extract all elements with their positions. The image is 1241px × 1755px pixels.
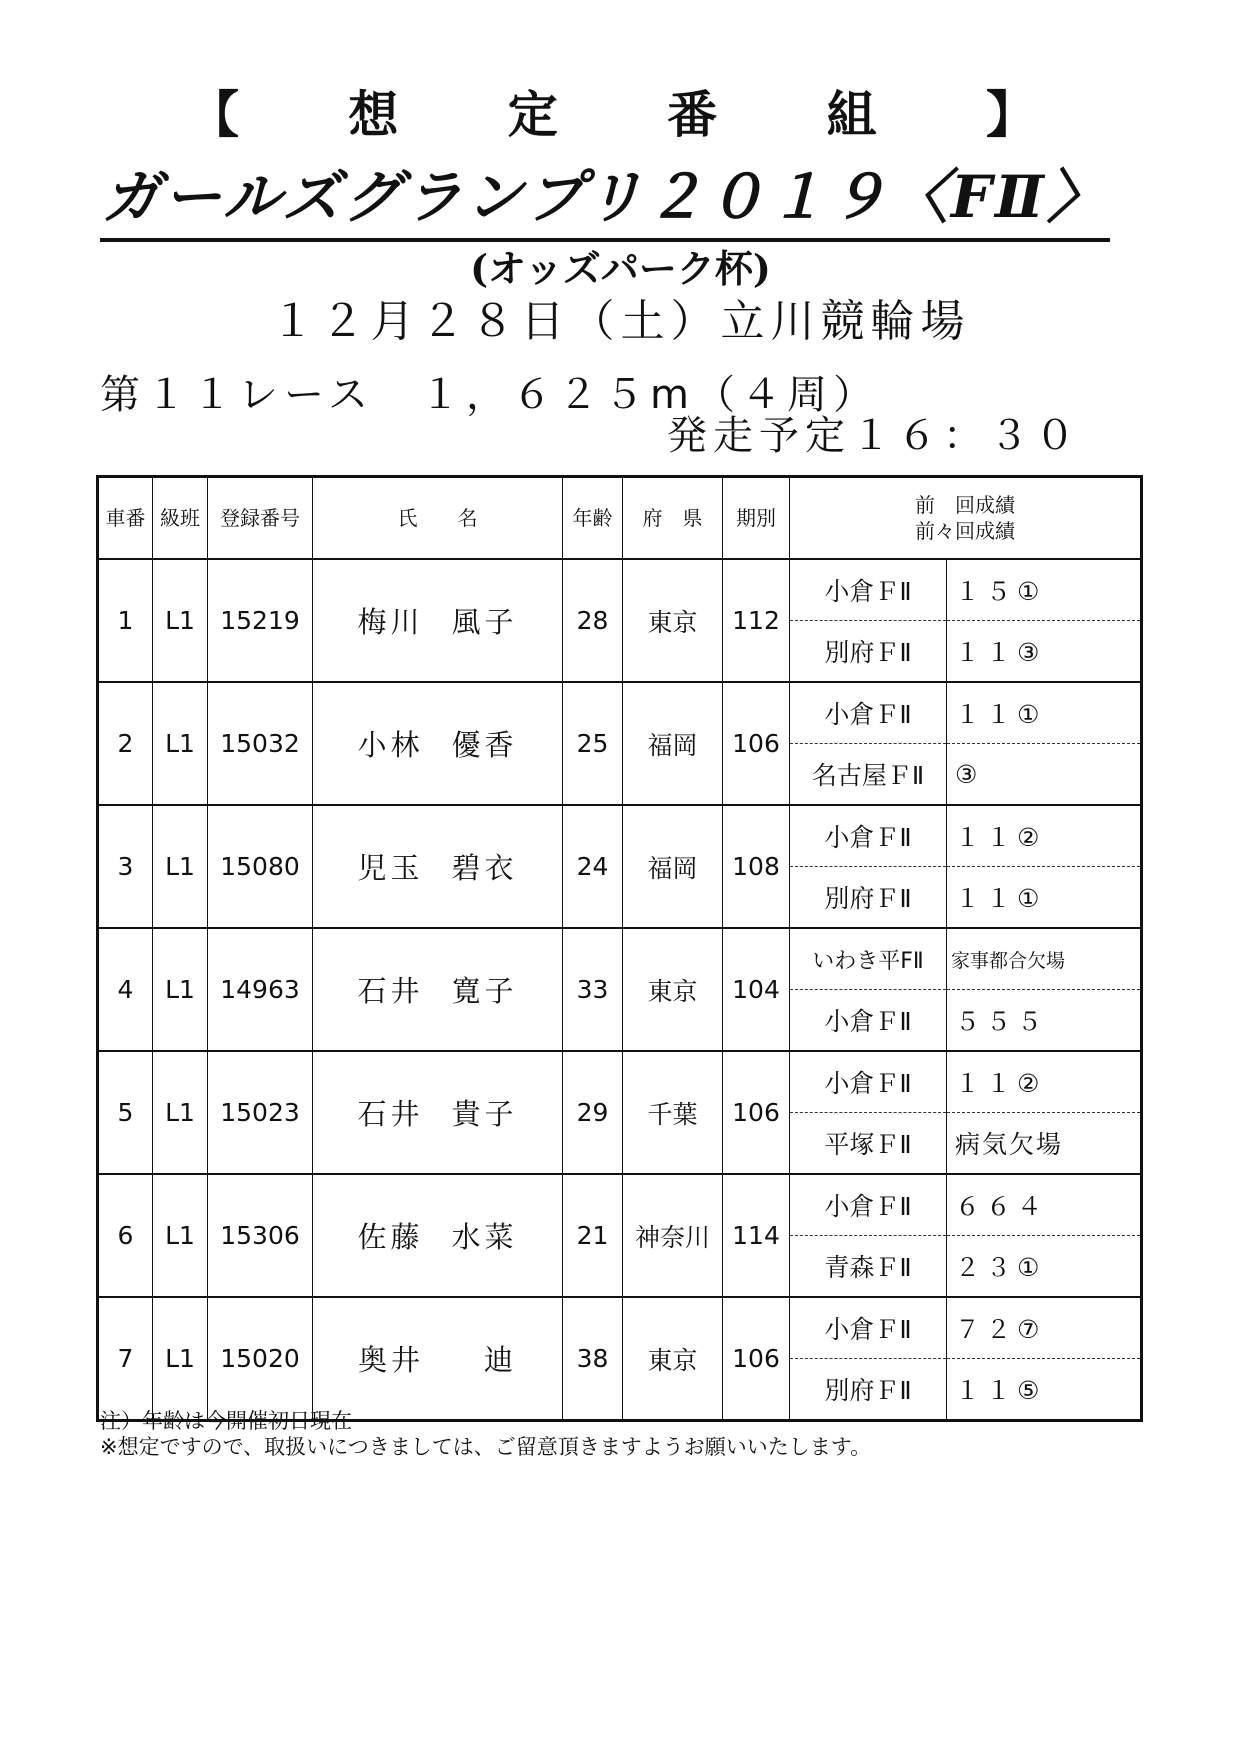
cell-age: 29 [563, 1051, 623, 1174]
cell-car-no: 5 [98, 1051, 153, 1174]
cell-reg-no: 15032 [208, 682, 313, 805]
cell-class: L1 [153, 1051, 208, 1174]
document-heading: 【 想 定 番 組 】 [188, 86, 1083, 144]
header-results [790, 477, 1142, 560]
cell-age: 28 [563, 559, 623, 682]
cell-prev2-result: ③ [947, 744, 1142, 806]
cell-reg-no: 15080 [208, 805, 313, 928]
family-name: 佐藤 [357, 1220, 424, 1254]
header-results-prev2: 前々回成績 [915, 519, 1015, 543]
cell-class: L1 [153, 1174, 208, 1297]
cell-reg-no: 15023 [208, 1051, 313, 1174]
family-name: 奥井 [357, 1343, 424, 1377]
cell-prev-result: 家事都合欠場 [947, 928, 1142, 990]
cell-prev2-venue: 青森ＦⅡ [790, 1236, 947, 1298]
table-row [98, 805, 1142, 867]
given-name: 迪 [484, 1343, 518, 1377]
cell-car-no: 3 [98, 805, 153, 928]
header-name: 氏 名 [313, 477, 563, 560]
cell-car-no: 1 [98, 559, 153, 682]
cell-pref: 福岡 [623, 682, 723, 805]
date-venue: １２月２８日（土）立川競輪場 [270, 296, 971, 347]
given-name: 貴子 [451, 1097, 518, 1131]
cell-reg-no: 15219 [208, 559, 313, 682]
cell-pref: 神奈川 [623, 1174, 723, 1297]
table-row [98, 928, 1142, 990]
note-age: 注）年齢は今開催初日現在 [100, 1409, 352, 1433]
cell-prev2-result: 病気欠場 [947, 1113, 1142, 1175]
cell-age: 21 [563, 1174, 623, 1297]
cell-pref: 東京 [623, 928, 723, 1051]
cell-term: 104 [723, 928, 790, 1051]
cell-prev-venue: 小倉ＦⅡ [790, 682, 947, 744]
cell-prev2-venue: 別府ＦⅡ [790, 867, 947, 929]
family-name: 梅川 [357, 605, 424, 639]
cell-class: L1 [153, 928, 208, 1051]
table-header-row [98, 477, 1142, 560]
cell-pref: 千葉 [623, 1051, 723, 1174]
cell-term: 106 [723, 682, 790, 805]
cell-term: 106 [723, 1051, 790, 1174]
cell-prev-result: １１② [947, 805, 1142, 867]
family-name: 小林 [357, 728, 424, 762]
cell-term: 112 [723, 559, 790, 682]
cell-age: 25 [563, 682, 623, 805]
cell-reg-no: 15306 [208, 1174, 313, 1297]
cell-name [313, 805, 563, 928]
cell-prev2-venue: 別府ＦⅡ [790, 621, 947, 683]
event-subtitle: (オッズパーク杯) [470, 246, 771, 291]
family-name: 石井 [357, 974, 424, 1008]
cell-prev2-result: １１⑤ [947, 1359, 1142, 1421]
table-row [98, 559, 1142, 621]
cell-prev2-venue: 平塚ＦⅡ [790, 1113, 947, 1175]
cell-car-no: 7 [98, 1297, 153, 1421]
given-name: 寛子 [451, 974, 518, 1008]
race-info: 第１１レース １，６２５m（４周） [100, 372, 879, 418]
cell-prev-result: ６６４ [947, 1174, 1142, 1236]
header-car-no: 車番 [98, 477, 153, 560]
given-name: 優香 [451, 728, 518, 762]
cell-class: L1 [153, 1297, 208, 1421]
cell-name [313, 559, 563, 682]
cell-class: L1 [153, 682, 208, 805]
cell-reg-no: 15020 [208, 1297, 313, 1421]
header-pref: 府 県 [623, 477, 723, 560]
cell-prev-result: １１② [947, 1051, 1142, 1113]
cell-class: L1 [153, 805, 208, 928]
given-name: 碧衣 [451, 851, 518, 885]
table-row [98, 1297, 1142, 1359]
cell-prev-venue: 小倉ＦⅡ [790, 1051, 947, 1113]
cell-name [313, 1174, 563, 1297]
header-class: 級班 [153, 477, 208, 560]
cell-prev2-result: １１③ [947, 621, 1142, 683]
cell-age: 24 [563, 805, 623, 928]
cell-age: 33 [563, 928, 623, 1051]
cell-name [313, 682, 563, 805]
cell-pref: 東京 [623, 1297, 723, 1421]
cell-name [313, 928, 563, 1051]
table-row [98, 682, 1142, 744]
given-name: 水菜 [451, 1220, 518, 1254]
header-age: 年齢 [563, 477, 623, 560]
cell-car-no: 4 [98, 928, 153, 1051]
cell-name [313, 1297, 563, 1421]
cell-prev-venue: 小倉ＦⅡ [790, 1297, 947, 1359]
cell-prev-venue: 小倉ＦⅡ [790, 1174, 947, 1236]
cell-car-no: 2 [98, 682, 153, 805]
header-results-prev: 前 回成績 [915, 493, 1015, 517]
entry-table [96, 475, 1143, 1422]
cell-prev-venue: いわき平FⅡ [790, 928, 947, 990]
cell-prev2-result: ２３① [947, 1236, 1142, 1298]
cell-pref: 福岡 [623, 805, 723, 928]
cell-reg-no: 14963 [208, 928, 313, 1051]
given-name: 風子 [451, 605, 518, 639]
header-term: 期別 [723, 477, 790, 560]
cell-name [313, 1051, 563, 1174]
cell-prev2-result: ５５５ [947, 990, 1142, 1052]
cell-car-no: 6 [98, 1174, 153, 1297]
cell-prev-result: １１① [947, 682, 1142, 744]
family-name: 児玉 [357, 851, 424, 885]
cell-prev-result: ７２⑦ [947, 1297, 1142, 1359]
cell-prev2-result: １１① [947, 867, 1142, 929]
cell-term: 114 [723, 1174, 790, 1297]
cell-class: L1 [153, 559, 208, 682]
cell-prev2-venue: 小倉ＦⅡ [790, 990, 947, 1052]
cell-age: 38 [563, 1297, 623, 1421]
table-row [98, 1174, 1142, 1236]
cell-prev-result: １５① [947, 559, 1142, 621]
cell-pref: 東京 [623, 559, 723, 682]
cell-term: 106 [723, 1297, 790, 1421]
family-name: 石井 [357, 1097, 424, 1131]
header-reg-no: 登録番号 [208, 477, 313, 560]
event-title: ガールズグランプリ２０１９〈FⅡ〉 [100, 150, 1110, 242]
cell-prev-venue: 小倉ＦⅡ [790, 805, 947, 867]
cell-prev2-venue: 別府ＦⅡ [790, 1359, 947, 1421]
cell-prev2-venue: 名古屋ＦⅡ [790, 744, 947, 806]
cell-term: 108 [723, 805, 790, 928]
note-disclaimer: ※想定ですので、取扱いにつきましては、ご留意頂きますようお願いいたします。 [100, 1435, 872, 1459]
table-row [98, 1051, 1142, 1113]
cell-prev-venue: 小倉ＦⅡ [790, 559, 947, 621]
start-time: 発走予定１６：３０ [667, 413, 1081, 459]
